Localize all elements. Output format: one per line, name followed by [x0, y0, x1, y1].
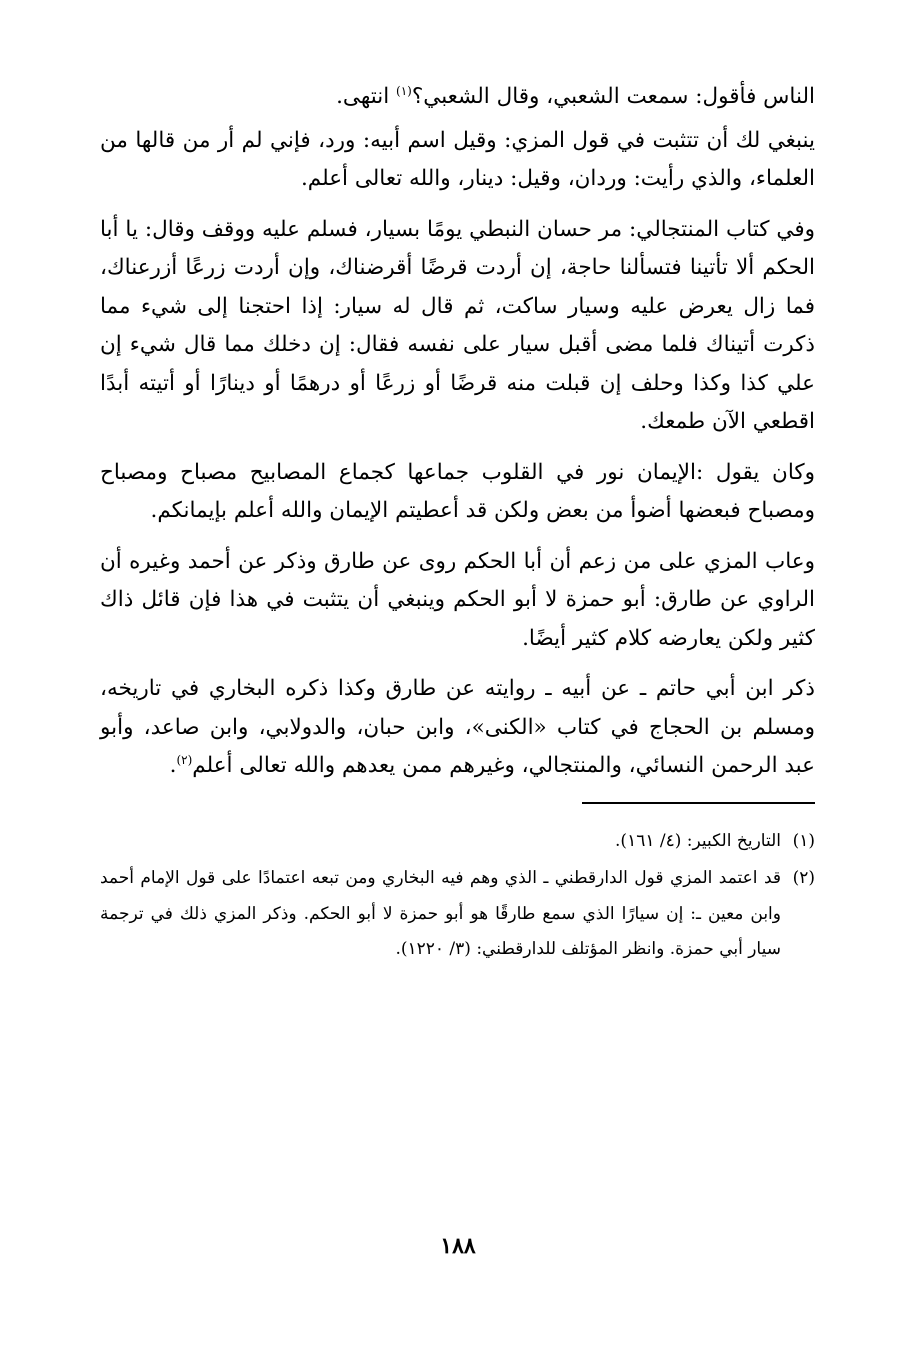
footnote-ref-1: (١) — [396, 83, 412, 98]
paragraph-5: وعاب المزي على من زعم أن أبا الحكم روى عن طارق وذكر عن أحمد وغيره أن الراوي عن طارق: أبو حمزة لا أبو الحكم وينبغي أن يتثبت في هذا فإن قائل ذاك كثير ولكن يعارضه كلام كثير أيضًا. — [100, 548, 815, 651]
footnote-2 — [100, 861, 815, 968]
paragraph-4: وكان يقول :الإيمان نور في القلوب جماعها كجماع المصابيح مصباح ومصباح ومصباح فبعضها أضوأ من بعض ولكن قد أعطيتم الإيمان والله أعلم بإيمانكم. — [100, 459, 815, 523]
footnote-1 — [100, 824, 815, 860]
paragraph-1 — [100, 78, 815, 117]
footnote-ref-2: (٢) — [176, 752, 193, 767]
footnote-2-text: قد اعتمد المزي قول الدارقطني ـ الذي وهم فيه البخاري ومن تبعه اعتمادًا على قول الإمام أحمد وابن معين ـ: إن سيارًا الذي سمع طارقًا هو أبو حمزة لا أبو الحكم. وذكر المزي ذلك في ترجمة سيار أبي حمزة. وانظر المؤتلف للدارقطني: (٣/ ١٢٢٠). — [100, 868, 781, 959]
footnotes — [100, 824, 815, 968]
paragraph-2: ينبغي لك أن تتثبت في قول المزي: وقيل اسم أبيه: ورد، فإني لم أر من قالها من العلماء، والذي رأيت: وردان، وقيل: دينار، والله تعالى أعلم. — [100, 127, 815, 191]
footnote-2-number: (٢) — [792, 868, 815, 888]
page-number: ١٨٨ — [440, 1233, 476, 1259]
paragraph-6-end: . — [169, 753, 177, 778]
paragraph-6 — [100, 670, 815, 786]
paragraph-3: وفي كتاب المنتجالي: مر حسان النبطي يومًا بسيار، فسلم عليه ووقف وقال: يا أبا الحكم ألا تأتينا فتسألنا حاجة، إن أردت قرضًا أقرضناك، وإن أردت زرعًا أزرعناك، فما زال يعرض عليه وسيار ساكت، ثم قال له سيار: إذا احتجنا إلى شيء مما ذكرت أتيناك فلما مضى أقبل سيار على نفسه فقال: إن دخلك مما قال شيء إن علي كذا وكذا وحلف إن قبلت منه قرضًا أو زرعًا أو درهمًا أو دينارًا أو أتيته أبدًا اقطعي الآن طمعك. — [100, 216, 815, 434]
footnote-1-number: (١) — [792, 830, 815, 851]
footnote-1-text: التاريخ الكبير: (٤/ ١٦١). — [615, 830, 781, 851]
page-body — [100, 78, 815, 970]
paragraph-1-text: الناس فأقول: سمعت الشعبي، وقال الشعبي؟ — [411, 84, 815, 109]
paragraph-1-end: انتهى. — [336, 84, 397, 109]
footnote-divider — [582, 802, 815, 804]
paragraph-6-text: ذكر ابن أبي حاتم ـ عن أبيه ـ روايته عن طارق وكذا ذكره البخاري في تاريخه، ومسلم بن الحجاج في كتاب «الكنى»، وابن حبان، والدولابي، وابن صاعد، وأبو عبد الرحمن النسائي، والمنتجالي، وغيرهم ممن يعدهم والله تعالى أعلم — [100, 676, 815, 778]
